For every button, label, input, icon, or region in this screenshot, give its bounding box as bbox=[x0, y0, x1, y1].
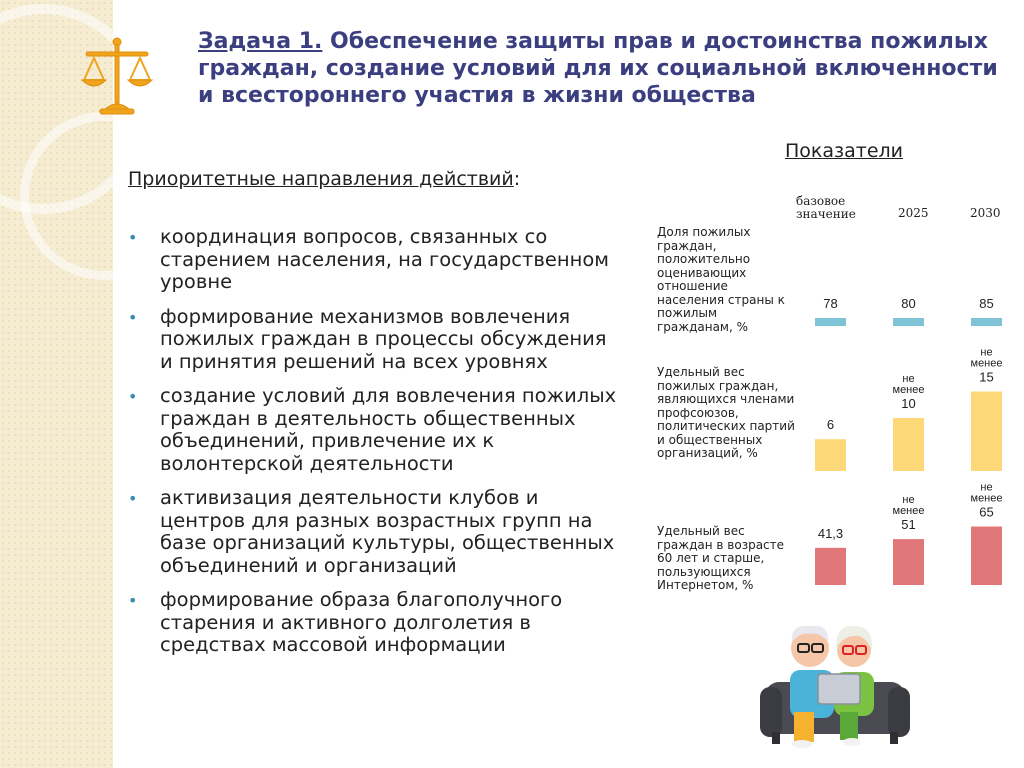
bar-prefix-label: не bbox=[902, 373, 915, 385]
bullet-dot-icon: • bbox=[128, 307, 138, 327]
indicator-bar bbox=[971, 318, 1002, 326]
bar-value-label: 85 bbox=[979, 296, 994, 311]
list-item-text: формирование механизмов вовлечения пожилых граждан в процессы обсуждения и принятия решений на всех уровнях bbox=[160, 304, 607, 373]
priority-directions-heading-text: Приоритетные направления действий bbox=[128, 168, 514, 190]
bullet-dot-icon: • bbox=[128, 489, 138, 508]
indicator-bar bbox=[893, 418, 924, 471]
bar-prefix-label: менее bbox=[970, 492, 1003, 505]
bar-prefix-label: не bbox=[980, 346, 993, 359]
elderly-couple-laptop-illustration bbox=[760, 612, 910, 752]
bar-value-label: 41,3 bbox=[817, 525, 844, 541]
bullet-dot-icon: • bbox=[128, 591, 138, 610]
bar-value-label: 6 bbox=[826, 417, 835, 433]
page-title-lead: Задача 1. bbox=[198, 29, 323, 54]
column-header-base: базовое значение bbox=[796, 194, 856, 221]
indicator-row-label: Удельный вес граждан в возрасте 60 лет и старше, пользующихся Интернетом, % bbox=[657, 524, 785, 592]
list-item-text: создание условий для вовлечения пожилых граждан в деятельность общественных объединений, привлечение их к волонтерской деятельности bbox=[160, 384, 617, 475]
bar-prefix-label: менее bbox=[892, 384, 925, 396]
bullet-dot-icon: • bbox=[128, 228, 138, 247]
indicator-bar bbox=[815, 439, 846, 471]
bar-value-label: 10 bbox=[901, 396, 916, 411]
column-header-2025: 2025 bbox=[898, 206, 929, 220]
indicator-row-label: Удельный вес пожилых граждан, являющихся членами профсоюзов, политических партий и общественных организаций, % bbox=[657, 365, 795, 460]
bar-value-label: 65 bbox=[979, 504, 994, 520]
indicator-bar bbox=[815, 318, 846, 326]
column-header-2030: 2030 bbox=[970, 206, 1001, 220]
bar-value-label: 51 bbox=[901, 517, 916, 533]
bar-prefix-label: менее bbox=[970, 357, 1003, 370]
indicator-bar bbox=[815, 548, 846, 585]
indicator-bar bbox=[971, 392, 1002, 472]
indicator-row-label: Доля пожилых граждан, положительно оценивающих отношение населения страны к пожилым гражданам, % bbox=[657, 225, 785, 334]
indicator-bar bbox=[893, 539, 924, 585]
indicators-title: Показатели bbox=[785, 140, 904, 162]
priority-directions-heading-colon: : bbox=[513, 168, 521, 190]
list-item-text: активизация деятельности клубов и центров для разных возрастных групп на базе организаций культуры, общественных объединений и организаций bbox=[160, 486, 615, 577]
list-item-text: координация вопросов, связанных со старением населения, на государственном уровне bbox=[160, 225, 610, 293]
list-item-text: формирование образа благополучного старения и активного долголетия в средствах массовой информации bbox=[160, 588, 563, 656]
indicator-bar bbox=[893, 318, 924, 326]
bar-prefix-label: не bbox=[902, 494, 915, 507]
bullet-dot-icon: • bbox=[128, 387, 138, 406]
bar-value-label: 15 bbox=[979, 369, 994, 385]
bar-prefix-label: не bbox=[980, 481, 993, 494]
bar-prefix-label: менее bbox=[892, 505, 925, 518]
bar-value-label: 78 bbox=[823, 296, 838, 311]
bar-value-label: 80 bbox=[901, 296, 916, 311]
indicator-bar bbox=[971, 527, 1002, 586]
page-title-text: Обеспечение защиты прав и достоинства пожилых граждан, создание условий для их социальной включенности и всестороннего участия в жизни общества bbox=[198, 29, 998, 108]
